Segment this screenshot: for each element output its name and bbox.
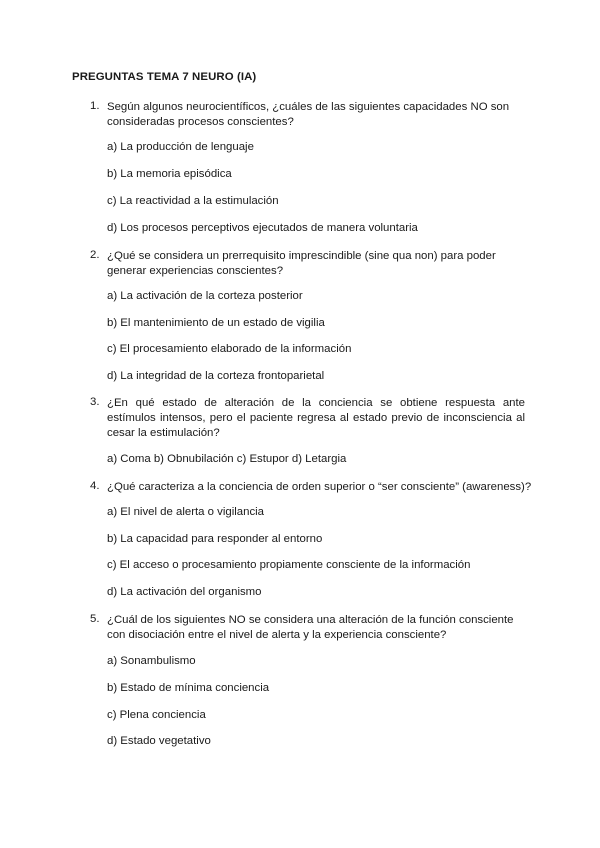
question-number: 2. [90,249,100,261]
answer-option: c) La reactividad a la estimulación [107,195,279,207]
answer-option: b) La memoria episódica [107,168,232,180]
answer-option: b) Estado de mínima conciencia [107,682,270,694]
question-number: 3. [90,396,100,408]
answer-option: d) La integridad de la corteza frontoparietal [107,370,325,382]
answer-option: c) Plena conciencia [107,709,206,721]
answer-option: c) El acceso o procesamiento propiamente consciente de la información [107,559,471,571]
answer-option: b) El mantenimiento de un estado de vigilia [107,317,325,329]
question-text: ¿Qué se considera un prerrequisito imprescindible (sine qua non) para poder generar experiencias conscientes? [107,250,496,277]
answer-option: a) El nivel de alerta o vigilancia [107,506,265,518]
answer-option: a) Sonambulismo [107,655,196,667]
question-text: ¿Qué caracteriza a la conciencia de orden superior o “ser consciente” (awareness)? [107,481,532,493]
question-text: ¿En qué estado de alteración de la conciencia se obtiene respuesta ante estímulos intensos, pero el paciente regresa al estado previo de inconsciencia al cesar la estimulación? [107,397,525,439]
question-number: 1. [90,100,100,112]
answer-option: a) Coma b) Obnubilación c) Estupor d) Letargia [107,453,347,465]
page-title: PREGUNTAS TEMA 7 NEURO (IA) [72,71,257,83]
answer-option: d) Estado vegetativo [107,735,211,747]
answer-option: b) La capacidad para responder al entorno [107,533,323,545]
question-number: 4. [90,480,100,492]
answer-option: d) Los procesos perceptivos ejecutados de manera voluntaria [107,222,418,234]
answer-option: c) El procesamiento elaborado de la información [107,343,352,355]
answer-option: d) La activación del organismo [107,586,262,598]
question-number: 5. [90,613,100,625]
answer-option: a) La producción de lenguaje [107,141,254,153]
question-text: Según algunos neurocientíficos, ¿cuáles de las siguientes capacidades NO son consideradas procesos conscientes? [107,101,510,128]
question-text: ¿Cuál de los siguientes NO se considera una alteración de la función consciente con disociación entre el nivel de alerta y la experiencia consciente? [107,614,514,641]
answer-option: a) La activación de la corteza posterior [107,290,303,302]
